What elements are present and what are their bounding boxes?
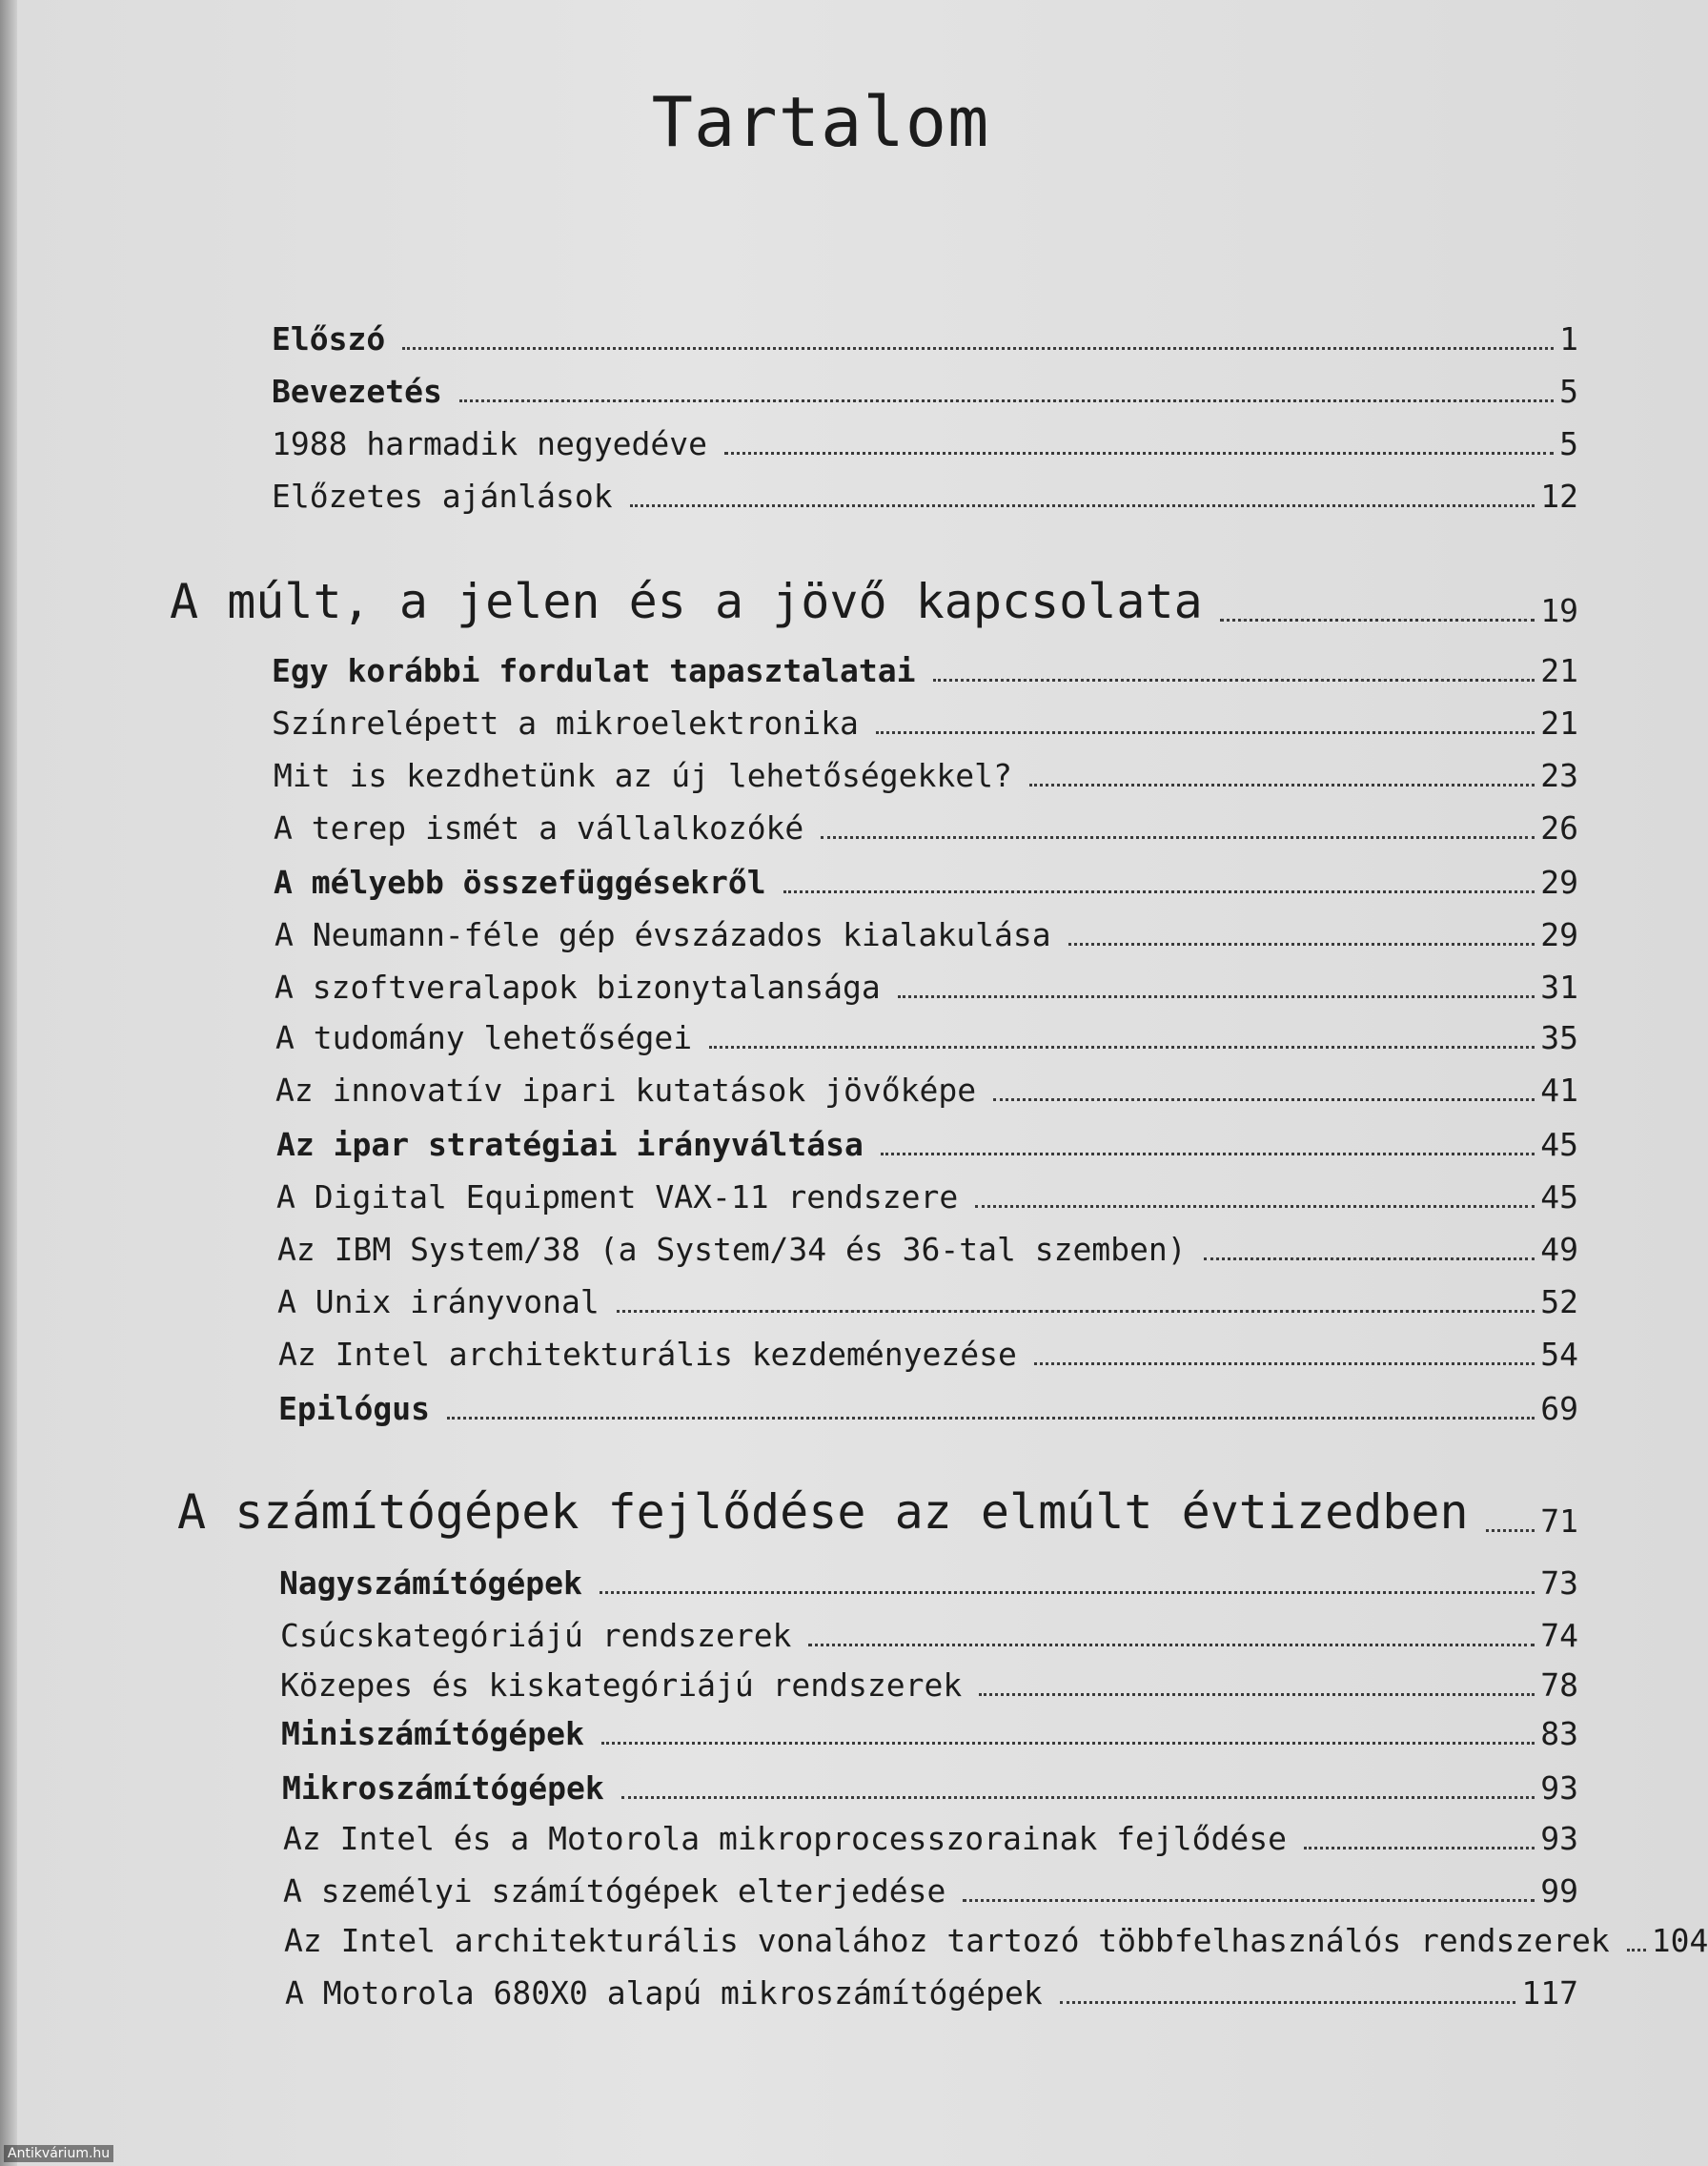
toc-page-number: 73 <box>1540 1564 1578 1602</box>
toc-page-number: 5 <box>1559 373 1578 410</box>
toc-page-number: 74 <box>1540 1617 1578 1654</box>
toc-page-number: 99 <box>1540 1872 1578 1910</box>
toc-subsection-row <box>275 1016 1578 1056</box>
toc-entry-title: A Neumann-féle gép évszázados kialakulása <box>274 916 1051 953</box>
toc-page-number: 19 <box>1540 592 1578 629</box>
toc-page-number: 45 <box>1540 1126 1578 1163</box>
toc-entry-title: Miniszámítógépek <box>281 1715 584 1752</box>
toc-subsection-row <box>280 1664 1578 1704</box>
toc-subsection-row <box>276 1175 1578 1216</box>
toc-page-number: 23 <box>1540 757 1578 794</box>
toc-entry-title: A tudomány lehetőségei <box>275 1019 693 1056</box>
toc-entry-title: Csúcskategóriájú rendszerek <box>280 1617 792 1654</box>
dot-leader <box>709 1046 1535 1049</box>
toc-page-number: 93 <box>1540 1820 1578 1857</box>
dot-leader <box>979 1693 1535 1696</box>
dot-leader <box>821 836 1535 839</box>
toc-subsection-row <box>280 1614 1578 1654</box>
dot-leader <box>600 1591 1535 1594</box>
dot-leader <box>993 1098 1535 1101</box>
toc-entry-title: 1988 harmadik negyedéve <box>272 425 707 462</box>
toc-entry-title: A számítógépek fejlődése az elmúlt évtizedben <box>177 1484 1469 1540</box>
dot-leader <box>621 1796 1535 1799</box>
dot-leader <box>783 890 1535 893</box>
toc-page-number: 29 <box>1540 916 1578 953</box>
dot-leader <box>447 1417 1535 1420</box>
toc-subsection-row <box>285 1972 1578 2012</box>
toc-subsection-row <box>274 754 1578 794</box>
toc-subsection-row <box>272 475 1578 515</box>
dot-leader <box>1029 784 1535 787</box>
toc-page-number: 5 <box>1559 425 1578 462</box>
toc-page-number: 93 <box>1540 1769 1578 1807</box>
toc-subsection-row <box>277 1280 1578 1320</box>
dot-leader <box>1060 2001 1516 2004</box>
toc-page-number: 31 <box>1540 969 1578 1006</box>
toc-subsection-row <box>274 966 1578 1006</box>
toc-section-row <box>272 370 1578 410</box>
dot-leader <box>1034 1362 1535 1365</box>
toc-entry-title: Az innovatív ipari kutatások jövőképe <box>275 1072 977 1109</box>
dot-leader <box>630 504 1535 507</box>
toc-entry-title: Az Intel és a Motorola mikroprocesszorainak fejlődése <box>283 1820 1287 1857</box>
dot-leader <box>898 995 1535 998</box>
toc-entry-title: A szoftveralapok bizonytalansága <box>274 969 881 1006</box>
dot-leader <box>933 679 1535 682</box>
toc-entry-title: Nagyszámítógépek <box>279 1564 582 1602</box>
dot-leader <box>808 1644 1535 1646</box>
toc-entry-title: Az Intel architekturális vonalához tartozó többfelhasználós rendszerek <box>284 1922 1610 1959</box>
dot-leader <box>1304 1847 1535 1849</box>
page-binding-shadow <box>0 0 17 2166</box>
watermark: Antikvárium.hu <box>4 2145 113 2162</box>
toc-page-number: 21 <box>1540 652 1578 689</box>
toc-entry-title: Közepes és kiskategóriájú rendszerek <box>280 1666 963 1704</box>
toc-page-number: 52 <box>1540 1283 1578 1320</box>
dot-leader <box>601 1742 1535 1745</box>
toc-page-number: 12 <box>1540 478 1578 515</box>
toc-page-number: 21 <box>1540 705 1578 742</box>
toc-entry-title: Az ipar stratégiai irányváltása <box>276 1126 864 1163</box>
toc-section-row <box>276 1123 1578 1163</box>
toc-entry-title: A múlt, a jelen és a jövő kapcsolata <box>170 574 1203 629</box>
toc-subsection-row <box>272 702 1578 742</box>
toc-section-row <box>278 1387 1578 1427</box>
toc-page-number: 1 <box>1559 320 1578 358</box>
toc-subsection-row <box>275 1069 1578 1109</box>
toc-entry-title: Előzetes ajánlások <box>272 478 613 515</box>
toc-page-number: 29 <box>1540 864 1578 901</box>
page-title: Tartalom <box>651 82 990 162</box>
toc-page-number: 69 <box>1540 1390 1578 1427</box>
toc-entry-title: Színrelépett a mikroelektronika <box>272 705 859 742</box>
toc-section-row <box>274 861 1578 901</box>
dot-leader <box>975 1205 1535 1208</box>
toc-page-number: 49 <box>1540 1231 1578 1268</box>
toc-entry-title: Az IBM System/38 (a System/34 és 36-tal szemben) <box>277 1231 1187 1268</box>
toc-page-number: 71 <box>1540 1502 1578 1540</box>
toc-section-row <box>282 1767 1578 1807</box>
dot-leader <box>459 399 1554 402</box>
dot-leader <box>1068 943 1535 946</box>
toc-page-number: 54 <box>1540 1336 1578 1373</box>
toc-subsection-row <box>274 913 1578 953</box>
toc-entry-title: A Digital Equipment VAX-11 rendszere <box>276 1178 959 1216</box>
toc-entry-title: Bevezetés <box>272 373 442 410</box>
toc-page-number: 41 <box>1540 1072 1578 1109</box>
toc-page-number: 117 <box>1521 1974 1578 2012</box>
toc-entry-title: A személyi számítógépek elterjedése <box>283 1872 946 1910</box>
toc-subsection-row <box>283 1817 1578 1857</box>
dot-leader <box>876 731 1535 734</box>
dot-leader <box>617 1310 1535 1313</box>
dot-leader <box>1486 1529 1535 1532</box>
toc-entry-title: Mikroszámítógépek <box>282 1769 604 1807</box>
toc-page-number: 26 <box>1540 809 1578 847</box>
toc-subsection-row <box>277 1228 1578 1268</box>
toc-subsection-row <box>278 1333 1578 1373</box>
toc-entry-title: A Unix irányvonal <box>277 1283 600 1320</box>
toc-page-number: 45 <box>1540 1178 1578 1216</box>
toc-entry-title: A mélyebb összefüggésekről <box>274 864 766 901</box>
toc-page-number: 83 <box>1540 1715 1578 1752</box>
toc-entry-title: Egy korábbi fordulat tapasztalatai <box>272 652 916 689</box>
toc-section-row <box>272 317 1578 358</box>
toc-entry-title: A terep ismét a vállalkozóké <box>274 809 804 847</box>
toc-subsection-row <box>272 422 1578 462</box>
dot-leader <box>1627 1949 1646 1951</box>
dot-leader <box>724 452 1554 455</box>
toc-chapter-row <box>170 570 1578 629</box>
toc-chapter-row <box>177 1481 1578 1540</box>
dot-leader <box>1220 619 1535 622</box>
dot-leader <box>1204 1257 1535 1260</box>
toc-page-number: 104 <box>1651 1922 1708 1959</box>
toc-entry-title: Az Intel architekturális kezdeményezése <box>278 1336 1017 1373</box>
toc-section-row <box>279 1562 1578 1602</box>
toc-subsection-row <box>274 807 1578 847</box>
toc-page-number: 35 <box>1540 1019 1578 1056</box>
toc-page-number: 78 <box>1540 1666 1578 1704</box>
dot-leader <box>881 1153 1535 1155</box>
toc-section-row <box>272 649 1578 689</box>
dot-leader <box>963 1899 1535 1902</box>
toc-subsection-row <box>284 1919 1708 1959</box>
toc-subsection-row <box>283 1870 1578 1910</box>
toc-section-row <box>281 1712 1578 1752</box>
toc-entry-title: Mit is kezdhetünk az új lehetőségekkel? <box>274 757 1012 794</box>
toc-entry-title: Epilógus <box>278 1390 430 1427</box>
dot-leader <box>402 347 1554 350</box>
toc-entry-title: Előszó <box>272 320 386 358</box>
toc-entry-title: A Motorola 680X0 alapú mikroszámítógépek <box>285 1974 1043 2012</box>
